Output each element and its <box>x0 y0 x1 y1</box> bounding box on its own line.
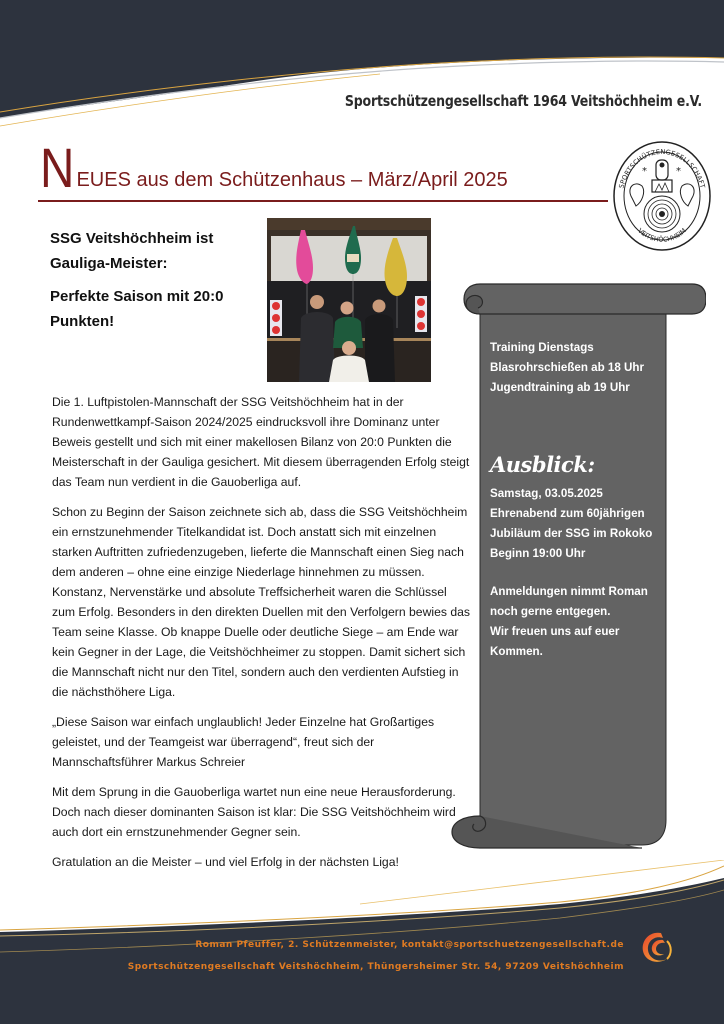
seal-ring-text-bottom: VEITSHÖCHHEIM <box>636 226 688 244</box>
title-divider <box>38 200 608 202</box>
event-line: Jubiläum der SSG im Rokoko <box>490 527 653 540</box>
organization-name: Sportschützengesellschaft 1964 Veitshöchheim e.V. <box>344 92 702 110</box>
event-line: Beginn 19:00 Uhr <box>490 547 586 560</box>
article-paragraph: Mit dem Sprung in die Gauoberliga wartet nun eine neue Herausforderung. Doch nach dieser dominanten Saison ist klar: Die SSG Veitshöchheim wird auch dort ein ernstzunehmender Gegner sein. <box>52 785 456 839</box>
article-subheadline <box>50 284 223 334</box>
team-photo-image <box>267 218 431 382</box>
article-body <box>52 392 472 872</box>
title-text: EUES aus dem Schützenhaus – März/April 2025 <box>76 169 508 191</box>
article-paragraph: Gratulation an die Meister – und viel Erfolg in der nächsten Liga! <box>52 855 399 869</box>
ausblick-heading: Ausblick: <box>490 452 595 477</box>
headline-line: SSG Veitshöchheim ist <box>50 230 214 247</box>
event-info <box>490 484 665 564</box>
footer-contact: Roman Pfeuffer, 2. Schützenmeister, kontakt@sportschuetzengesellschaft.de <box>195 940 624 950</box>
training-line: Jugendtraining ab 19 Uhr <box>490 381 630 394</box>
article-paragraph: „Diese Saison war einfach unglaublich! Jeder Einzelne hat Großartiges geleistet, und der Teamgeist war überragend“, freut sich der Mannschaftsführer Markus Schreier <box>52 715 435 769</box>
article-headline <box>50 226 213 276</box>
event-line: Samstag, 03.05.2025 <box>490 487 603 500</box>
event-line: Ehrenabend zum 60jährigen <box>490 507 645 520</box>
subheadline-line: Punkten! <box>50 313 115 330</box>
subheadline-line: Perfekte Saison mit 20:0 <box>50 288 224 305</box>
svg-text:*: * <box>676 166 681 177</box>
note-line: Anmeldungen nimmt Roman <box>490 585 648 598</box>
training-line: Training Dienstags <box>490 341 594 354</box>
article-paragraph: Die 1. Luftpistolen-Mannschaft der SSG Veitshöchheim hat in der Rundenwettkampf-Saison 2024/2025 eindrucksvoll ihre Dominanz unter Beweis gestellt und sich mit einer makellosen Bilanz von 20:0 Punkten die Meisterschaft in der Gauliga gesichert. Mit diesem überragenden Erfolg steigt das Team nun verdient in die Gauoberliga auf. <box>52 395 470 489</box>
article-paragraph: Schon zu Beginn der Saison zeichnete sich ab, dass die SSG Veitshöchheim ein ernstzunehmender Titelkandidat ist. Doch anstatt sich mit einzelnen starken Auftritten zufriedenzugeben, lieferte die Mannschaft einen Sieg nach dem anderen – ohne eine einzige Niederlage hinnehmen zu müssen. Konstanz, Nervenstärke und absolute Treffsicherheit waren die Schlüssel zum Erfolg. Besonders in den direkten Duellen mit den Verfolgern bewies das Team seine Klasse. Ob knappe Duelle oder deutliche Siege – am Ende war kein Gegner in der Lage, die Veitshöchheimer zu stoppen. Damit sichert sich die Mannschaft nicht nur den Titel, sondern auch den verdienten Aufstieg in die nächsthöhere Liga. <box>52 505 470 699</box>
footer-address: Sportschützengesellschaft Veitshöchheim, Thüngersheimer Str. 54, 97209 Veitshöchheim <box>127 962 624 972</box>
swirl-logo-icon <box>639 929 675 965</box>
club-seal-icon <box>612 140 712 252</box>
training-info <box>490 338 665 398</box>
svg-text:*: * <box>642 166 647 177</box>
note-line: Kommen. <box>490 645 543 658</box>
headline-line: Gauliga-Meister: <box>50 255 168 272</box>
note-line: Wir freuen uns auf euer <box>490 625 620 638</box>
page-title <box>40 136 508 200</box>
header-banner <box>0 0 724 130</box>
registration-note <box>490 582 665 662</box>
note-line: noch gerne entgegen. <box>490 605 611 618</box>
title-initial: N <box>40 136 75 199</box>
seal-ring-text-top: SPORTSCHÜTZENGESELLSCHAFT <box>617 147 707 190</box>
training-line: Blasrohrschießen ab 18 Uhr <box>490 361 644 374</box>
